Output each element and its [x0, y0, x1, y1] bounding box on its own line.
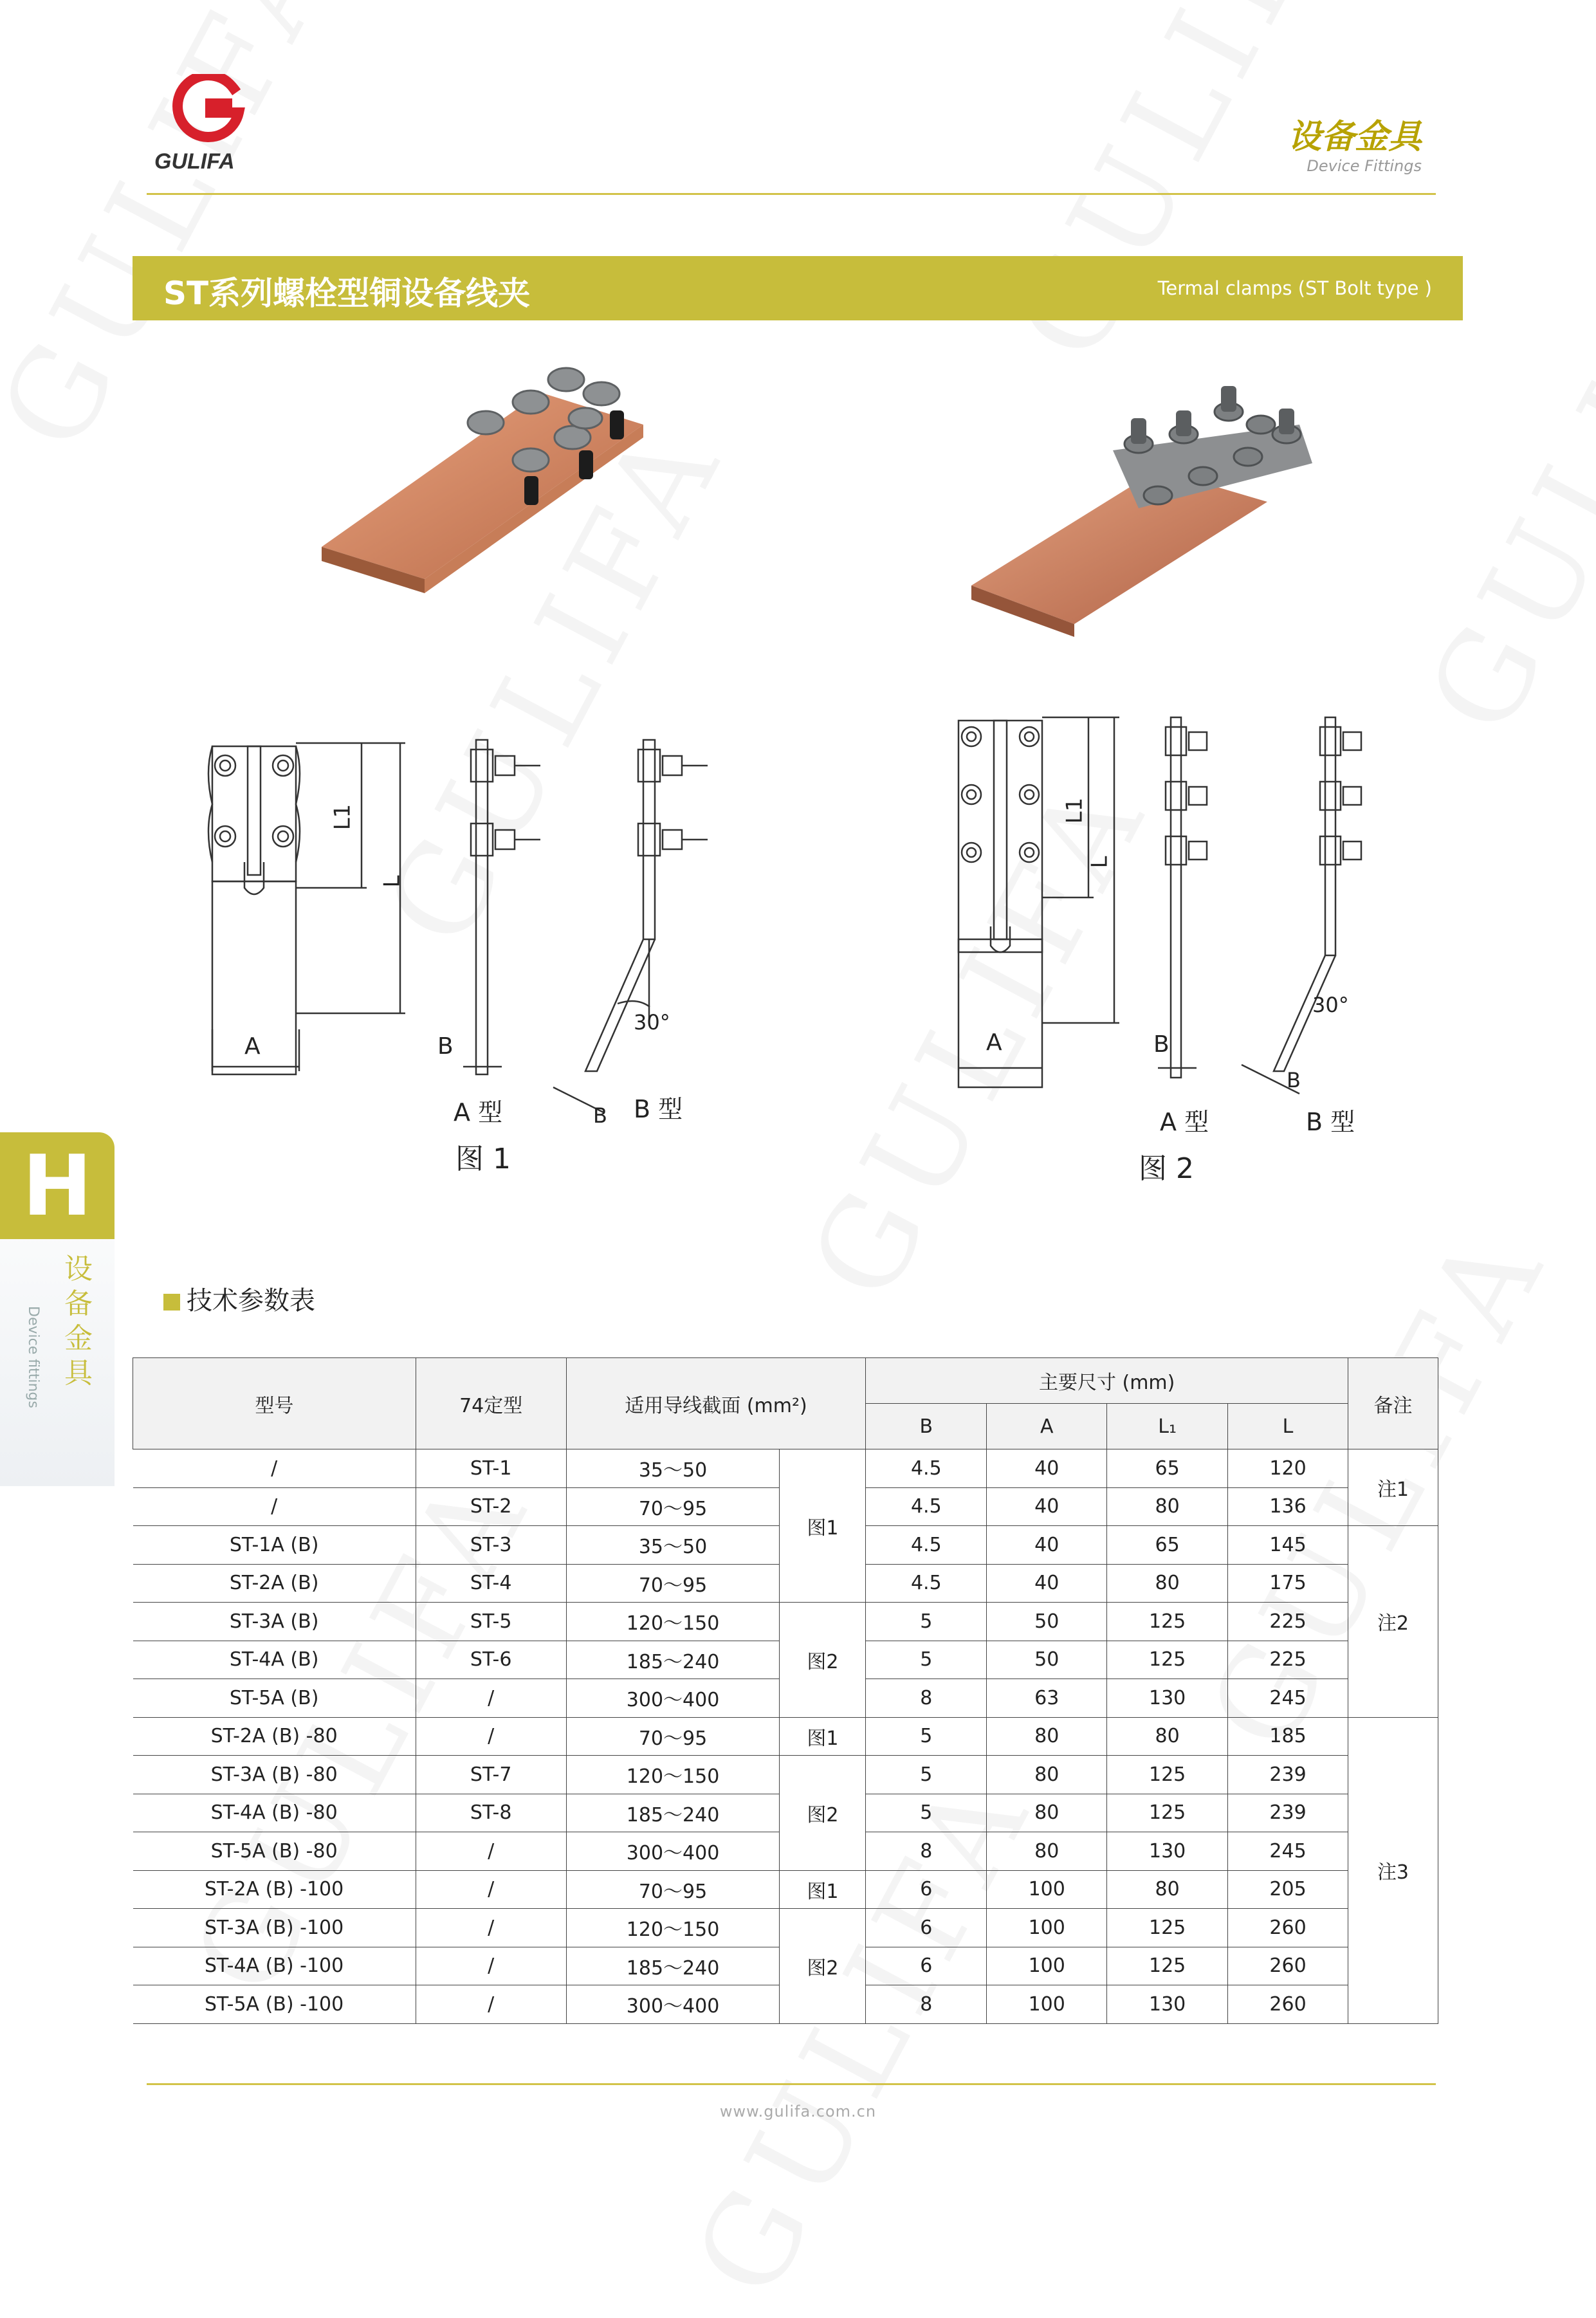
table-row	[133, 1870, 1438, 1909]
product-photo-2	[965, 354, 1325, 643]
dim-label-b: B	[437, 1033, 454, 1060]
cell-section: 120～150	[566, 1909, 780, 1947]
table-title-text: 技术参数表	[187, 1286, 315, 1316]
cell-model: /	[133, 1449, 416, 1488]
cell-b: 6	[866, 1947, 987, 1985]
cell-a: 40	[987, 1526, 1107, 1565]
cell-model: ST-3A (B) -80	[133, 1756, 416, 1794]
type-b-label: B 型	[1306, 1108, 1355, 1136]
cell-a: 80	[987, 1832, 1107, 1871]
type-a-label: A 型	[454, 1098, 503, 1127]
cell-section: 70～95	[566, 1564, 780, 1603]
col-l1: L₁	[1107, 1404, 1228, 1449]
brand-logo	[170, 74, 248, 151]
dim-label-l: L	[1087, 856, 1113, 869]
cell-model74: /	[416, 1947, 566, 1985]
table-row	[133, 1449, 1438, 1488]
cell-l: 175	[1228, 1564, 1348, 1603]
cell-b: 8	[866, 1985, 987, 2024]
logo-g-icon	[170, 74, 248, 145]
banner-subtitle: Termal clamps (ST Bolt type )	[1157, 277, 1432, 299]
cell-l: 145	[1228, 1526, 1348, 1565]
cell-model: ST-3A (B)	[133, 1603, 416, 1641]
col-b: B	[866, 1404, 987, 1449]
cell-b: 4.5	[866, 1449, 987, 1488]
cell-model74: ST-1	[416, 1449, 566, 1488]
side-tab-letter: H	[22, 1137, 93, 1235]
col-model74: 74定型	[416, 1358, 566, 1449]
table-row	[133, 1717, 1438, 1756]
cell-section: 300～400	[566, 1679, 780, 1718]
side-tab-label: 设备金具	[64, 1253, 93, 1390]
cell-model74: /	[416, 1909, 566, 1947]
cell-l: 245	[1228, 1832, 1348, 1871]
cell-b: 6	[866, 1870, 987, 1909]
cell-l1: 125	[1107, 1947, 1228, 1985]
cell-model: ST-2A (B) -100	[133, 1870, 416, 1909]
cell-l: 185	[1228, 1717, 1348, 1756]
cell-model74: ST-2	[416, 1487, 566, 1526]
cell-b: 4.5	[866, 1526, 987, 1565]
cell-l1: 80	[1107, 1870, 1228, 1909]
bullet-square-icon	[163, 1294, 180, 1311]
cell-l1: 125	[1107, 1909, 1228, 1947]
table-title	[163, 1280, 315, 1317]
cell-a: 100	[987, 1985, 1107, 2024]
cell-l1: 125	[1107, 1756, 1228, 1794]
cell-b: 5	[866, 1641, 987, 1679]
cell-model74: /	[416, 1679, 566, 1718]
dim-label-a: A	[986, 1029, 1002, 1056]
cell-a: 100	[987, 1870, 1107, 1909]
cell-l1: 65	[1107, 1449, 1228, 1488]
cell-l1: 80	[1107, 1487, 1228, 1526]
dim-label-l1: L1	[329, 804, 356, 831]
cell-b: 5	[866, 1794, 987, 1832]
side-tab-head	[0, 1132, 115, 1239]
product-photo-1	[309, 354, 669, 618]
col-model: 型号	[133, 1358, 416, 1449]
side-tab	[0, 1132, 115, 1486]
cell-b: 4.5	[866, 1564, 987, 1603]
cell-a: 40	[987, 1487, 1107, 1526]
cell-section: 35～50	[566, 1526, 780, 1565]
cell-model: ST-4A (B)	[133, 1641, 416, 1679]
col-note: 备注	[1348, 1358, 1438, 1449]
dim-label-angle: 30°	[1312, 993, 1349, 1017]
cell-note: 注3	[1348, 1717, 1438, 2023]
cell-l1: 65	[1107, 1526, 1228, 1565]
drawing-figure-2	[939, 708, 1428, 1158]
cell-l1: 130	[1107, 1985, 1228, 2024]
cell-model: ST-3A (B) -100	[133, 1909, 416, 1947]
dim-label-l: L	[379, 875, 405, 888]
cell-model: ST-5A (B)	[133, 1679, 416, 1718]
dim-label-angle: 30°	[634, 1010, 670, 1035]
col-main-dims: 主要尺寸 (mm)	[866, 1358, 1348, 1404]
cell-model74: /	[416, 1832, 566, 1871]
cell-model: ST-5A (B) -80	[133, 1832, 416, 1871]
cell-section: 70～95	[566, 1717, 780, 1756]
cell-l: 225	[1228, 1641, 1348, 1679]
cell-a: 80	[987, 1756, 1107, 1794]
cell-b: 5	[866, 1603, 987, 1641]
cell-model: ST-2A (B)	[133, 1564, 416, 1603]
cell-section: 185～240	[566, 1794, 780, 1832]
cell-l: 239	[1228, 1756, 1348, 1794]
cell-a: 50	[987, 1641, 1107, 1679]
cell-l1: 80	[1107, 1564, 1228, 1603]
cell-section: 185～240	[566, 1947, 780, 1985]
cell-model74: ST-4	[416, 1564, 566, 1603]
type-b-label: B 型	[634, 1095, 683, 1123]
col-section: 适用导线截面 (mm²)	[566, 1358, 866, 1449]
cell-l: 239	[1228, 1794, 1348, 1832]
cell-model74: ST-6	[416, 1641, 566, 1679]
cell-a: 40	[987, 1564, 1107, 1603]
cell-section: 70～95	[566, 1870, 780, 1909]
cell-figure: 图1	[780, 1870, 866, 1909]
cell-l: 260	[1228, 1947, 1348, 1985]
cell-model: ST-4A (B) -100	[133, 1947, 416, 1985]
cell-figure: 图1	[780, 1449, 866, 1603]
header-rule	[147, 193, 1436, 195]
cell-a: 80	[987, 1717, 1107, 1756]
product-banner	[133, 256, 1463, 320]
figure-caption: 图 1	[455, 1143, 511, 1175]
col-a: A	[987, 1404, 1107, 1449]
cell-a: 40	[987, 1449, 1107, 1488]
cell-l: 136	[1228, 1487, 1348, 1526]
cell-model74: ST-3	[416, 1526, 566, 1565]
footer-rule	[147, 2083, 1436, 2085]
table-row	[133, 1909, 1438, 1947]
cell-figure: 图2	[780, 1756, 866, 1871]
cell-model74: ST-7	[416, 1756, 566, 1794]
cell-a: 63	[987, 1679, 1107, 1718]
spec-table	[133, 1357, 1438, 2024]
cell-b: 5	[866, 1756, 987, 1794]
cell-l1: 125	[1107, 1794, 1228, 1832]
figure-caption: 图 2	[1139, 1152, 1194, 1185]
dim-label-b: B	[593, 1103, 607, 1128]
page-title: 设备金具	[1287, 118, 1422, 156]
cell-model: /	[133, 1487, 416, 1526]
dim-label-a: A	[244, 1033, 261, 1060]
cell-a: 100	[987, 1947, 1107, 1985]
dim-label-b: B	[1287, 1068, 1301, 1092]
page-subtitle: Device Fittings	[1307, 157, 1422, 175]
cell-b: 8	[866, 1679, 987, 1718]
cell-figure: 图2	[780, 1603, 866, 1718]
cell-l: 260	[1228, 1985, 1348, 2024]
cell-b: 8	[866, 1832, 987, 1871]
cell-note: 注2	[1348, 1526, 1438, 1718]
cell-l: 225	[1228, 1603, 1348, 1641]
cell-note: 注1	[1348, 1449, 1438, 1526]
table-row	[133, 1603, 1438, 1641]
cell-l: 205	[1228, 1870, 1348, 1909]
type-a-label: A 型	[1160, 1108, 1209, 1136]
cell-section: 120～150	[566, 1756, 780, 1794]
cell-model74: /	[416, 1985, 566, 2024]
cell-a: 80	[987, 1794, 1107, 1832]
banner-title: ST系列螺栓型铜设备线夹	[163, 275, 531, 312]
col-l: L	[1228, 1404, 1348, 1449]
cell-l1: 80	[1107, 1717, 1228, 1756]
cell-l1: 125	[1107, 1603, 1228, 1641]
cell-model: ST-2A (B) -80	[133, 1717, 416, 1756]
cell-b: 5	[866, 1717, 987, 1756]
cell-section: 300～400	[566, 1832, 780, 1871]
dim-label-b: B	[1153, 1031, 1169, 1058]
cell-l: 260	[1228, 1909, 1348, 1947]
cell-section: 185～240	[566, 1641, 780, 1679]
cell-model74: ST-8	[416, 1794, 566, 1832]
cell-model74: /	[416, 1717, 566, 1756]
cell-l1: 125	[1107, 1641, 1228, 1679]
cell-a: 100	[987, 1909, 1107, 1947]
cell-model74: ST-5	[416, 1603, 566, 1641]
cell-model: ST-1A (B)	[133, 1526, 416, 1565]
cell-section: 70～95	[566, 1487, 780, 1526]
watermark	[989, 0, 1382, 382]
cell-l: 245	[1228, 1679, 1348, 1718]
cell-figure: 图1	[780, 1717, 866, 1756]
cell-b: 4.5	[866, 1487, 987, 1526]
cell-l1: 130	[1107, 1679, 1228, 1718]
cell-model74: /	[416, 1870, 566, 1909]
footer-url[interactable]: www.gulifa.com.cn	[719, 2102, 877, 2120]
cell-l: 120	[1228, 1449, 1348, 1488]
cell-l1: 130	[1107, 1832, 1228, 1871]
cell-model: ST-4A (B) -80	[133, 1794, 416, 1832]
cell-a: 50	[987, 1603, 1107, 1641]
cell-model: ST-5A (B) -100	[133, 1985, 416, 2024]
dim-label-l1: L1	[1061, 797, 1088, 824]
brand-name: GULIFA	[154, 149, 235, 174]
side-tab-label-en: Device fittings	[25, 1306, 41, 1408]
cell-figure: 图2	[780, 1909, 866, 2024]
cell-section: 300～400	[566, 1985, 780, 2024]
cell-section: 35～50	[566, 1449, 780, 1488]
cell-b: 6	[866, 1909, 987, 1947]
table-row	[133, 1756, 1438, 1794]
cell-section: 120～150	[566, 1603, 780, 1641]
